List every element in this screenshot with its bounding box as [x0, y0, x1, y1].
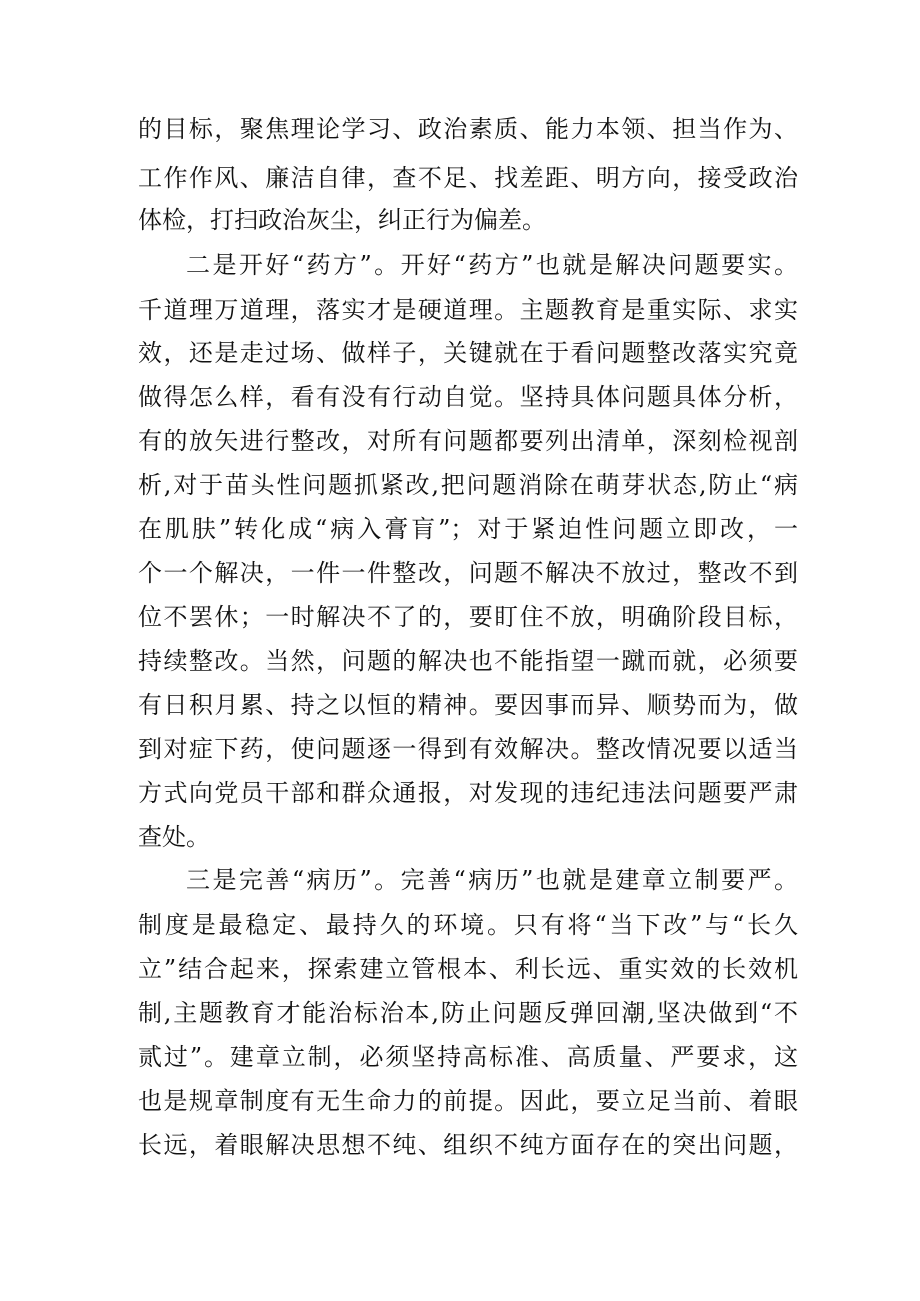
text-line: 体检，打扫政治灰尘，纠正行为偏差。 [138, 206, 546, 234]
text-line: 有日积月累、持之以恒的精神。要因事而异、顺势而为，做 [138, 691, 798, 719]
text-line: 个一个解决，一件一件整改，问题不解决不放过，整改不到 [138, 559, 798, 587]
text-line: 立”结合起来，探索建立管根本、利长远、重实效的长效机 [138, 955, 798, 983]
text-line: 位不罢休；一时解决不了的，要盯住不放，明确阶段目标， [138, 603, 798, 631]
paragraph-start-line: 三是完善“病历”。完善“病历”也就是建章立制要严。 [186, 866, 798, 894]
text-line: 析,对于苗头性问题抓紧改,把问题消除在萌芽状态,防止“病 [138, 471, 798, 499]
text-line: 的目标，聚焦理论学习、政治素质、能力本领、担当作为、 [138, 115, 798, 143]
text-line: 工作作风、廉洁自律，查不足、找差距、明方向，接受政治 [138, 164, 798, 192]
text-line: 到对症下药，使问题逐一得到有效解决。整改情况要以适当 [138, 735, 798, 763]
text-line: 持续整改。当然，问题的解决也不能指望一蹴而就，必须要 [138, 647, 798, 675]
text-line: 千道理万道理，落实才是硬道理。主题教育是重实际、求实 [138, 296, 798, 324]
text-line: 方式向党员干部和群众通报，对发现的违纪违法问题要严肃 [138, 779, 798, 807]
text-line: 做得怎么样，看有没有行动自觉。坚持具体问题具体分析， [138, 383, 798, 411]
text-line: 有的放矢进行整改，对所有问题都要列出清单，深刻检视剖 [138, 427, 798, 455]
text-line: 查处。 [138, 823, 210, 851]
text-line: 长远，着眼解决思想不纯、组织不纯方面存在的突出问题， [138, 1131, 798, 1159]
text-line: 制,主题教育才能治标治本,防止问题反弹回潮,坚决做到“不 [138, 999, 798, 1027]
text-line: 制度是最稳定、最持久的环境。只有将“当下改”与“长久 [138, 911, 798, 939]
paragraph-start-line: 二是开好“药方”。开好“药方”也就是解决问题要实。 [186, 251, 798, 279]
text-line: 在肌肤”转化成“病入膏肓”；对于紧迫性问题立即改，一 [138, 515, 798, 543]
text-line: 贰过”。建章立制，必须坚持高标准、高质量、严要求，这 [138, 1043, 798, 1071]
text-line: 效，还是走过场、做样子，关键就在于看问题整改落实究竟 [138, 339, 798, 367]
text-line: 也是规章制度有无生命力的前提。因此，要立足当前、着眼 [138, 1087, 798, 1115]
